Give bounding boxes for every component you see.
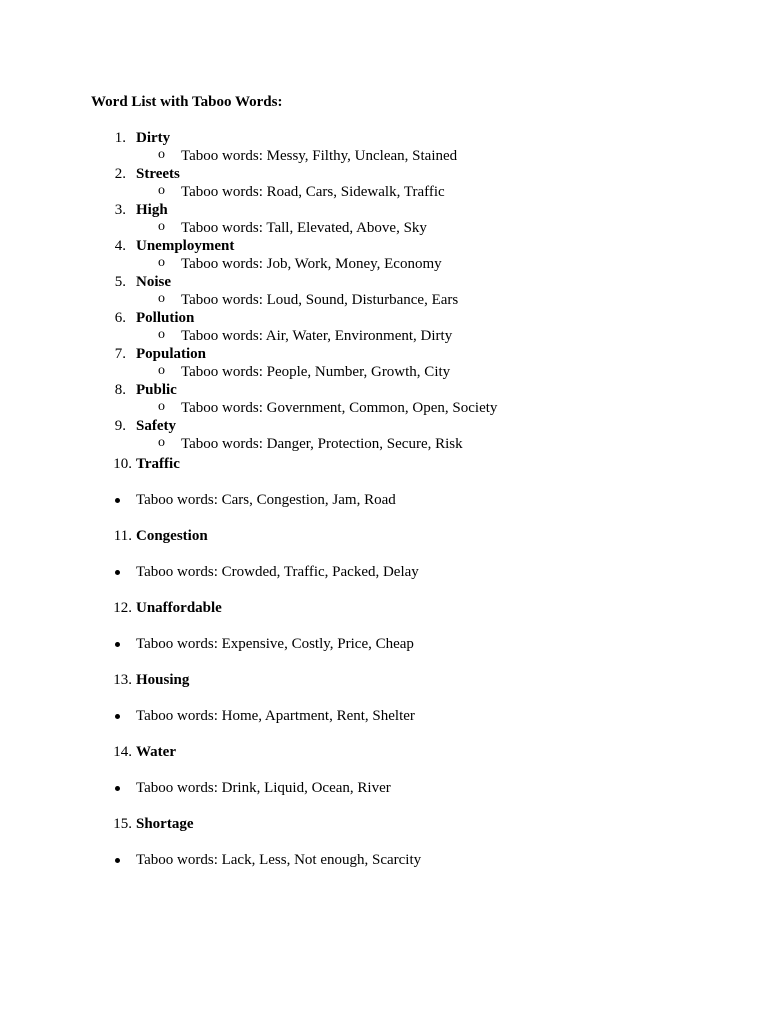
sub-bullet-marker: o <box>158 291 165 306</box>
item-number: 7. <box>114 346 126 362</box>
item-word: Congestion <box>136 528 208 544</box>
taboo-words: Taboo words: Government, Common, Open, Society <box>181 400 498 416</box>
item-word: Noise <box>136 274 171 290</box>
bullet-icon <box>115 498 120 503</box>
bullet-icon <box>115 786 120 791</box>
taboo-words: Taboo words: People, Number, Growth, City <box>181 364 451 380</box>
bullet-icon <box>115 642 120 647</box>
item-number: 1. <box>114 130 126 146</box>
sub-bullet-marker: o <box>158 183 165 198</box>
taboo-words: Taboo words: Cars, Congestion, Jam, Road <box>136 492 396 508</box>
taboo-words: Taboo words: Road, Cars, Sidewalk, Traffic <box>181 184 445 200</box>
item-number: 11. <box>113 528 132 544</box>
item-number: 8. <box>114 382 126 398</box>
sub-bullet-marker: o <box>158 363 165 378</box>
taboo-words: Taboo words: Loud, Sound, Disturbance, Ears <box>181 292 459 308</box>
item-word: Housing <box>136 672 190 688</box>
item-word: Dirty <box>136 130 171 146</box>
item-word: Public <box>136 382 177 398</box>
item-number: 5. <box>114 274 126 290</box>
taboo-words: Taboo words: Job, Work, Money, Economy <box>181 256 442 272</box>
sub-bullet-marker: o <box>158 219 165 234</box>
bullet-icon <box>115 858 120 863</box>
taboo-words: Taboo words: Home, Apartment, Rent, Shelter <box>136 708 415 724</box>
item-number: 15. <box>113 816 132 832</box>
taboo-words: Taboo words: Air, Water, Environment, Dirty <box>181 328 453 344</box>
item-word: Streets <box>136 166 180 182</box>
item-word: High <box>136 202 168 218</box>
item-word: Unaffordable <box>136 600 222 616</box>
item-number: 12. <box>113 600 132 616</box>
document-title: Word List with Taboo Words: <box>91 94 283 110</box>
item-number: 9. <box>114 418 126 434</box>
item-number: 13. <box>113 672 132 688</box>
item-number: 2. <box>114 166 126 182</box>
item-number: 14. <box>113 744 132 760</box>
item-number: 10. <box>113 456 132 472</box>
item-number: 4. <box>114 238 126 254</box>
bullet-icon <box>115 570 120 575</box>
item-number: 6. <box>114 310 126 326</box>
taboo-words: Taboo words: Messy, Filthy, Unclean, Stained <box>181 148 458 164</box>
sub-bullet-marker: o <box>158 255 165 270</box>
taboo-words: Taboo words: Lack, Less, Not enough, Scarcity <box>136 852 422 868</box>
item-word: Water <box>136 744 176 760</box>
sub-bullet-marker: o <box>158 327 165 342</box>
taboo-words: Taboo words: Crowded, Traffic, Packed, Delay <box>136 564 419 580</box>
item-word: Pollution <box>136 310 195 326</box>
taboo-words: Taboo words: Drink, Liquid, Ocean, River <box>136 780 391 796</box>
item-word: Safety <box>136 418 176 434</box>
bullet-icon <box>115 714 120 719</box>
sub-bullet-marker: o <box>158 147 165 162</box>
item-word: Traffic <box>136 456 180 472</box>
sub-bullet-marker: o <box>158 435 165 450</box>
taboo-words: Taboo words: Tall, Elevated, Above, Sky <box>181 220 427 236</box>
item-number: 3. <box>114 202 126 218</box>
item-word: Population <box>136 346 207 362</box>
taboo-words: Taboo words: Expensive, Costly, Price, Cheap <box>136 636 414 652</box>
taboo-words: Taboo words: Danger, Protection, Secure, Risk <box>181 436 463 452</box>
item-word: Shortage <box>136 816 194 832</box>
sub-bullet-marker: o <box>158 399 165 414</box>
item-word: Unemployment <box>136 238 235 254</box>
